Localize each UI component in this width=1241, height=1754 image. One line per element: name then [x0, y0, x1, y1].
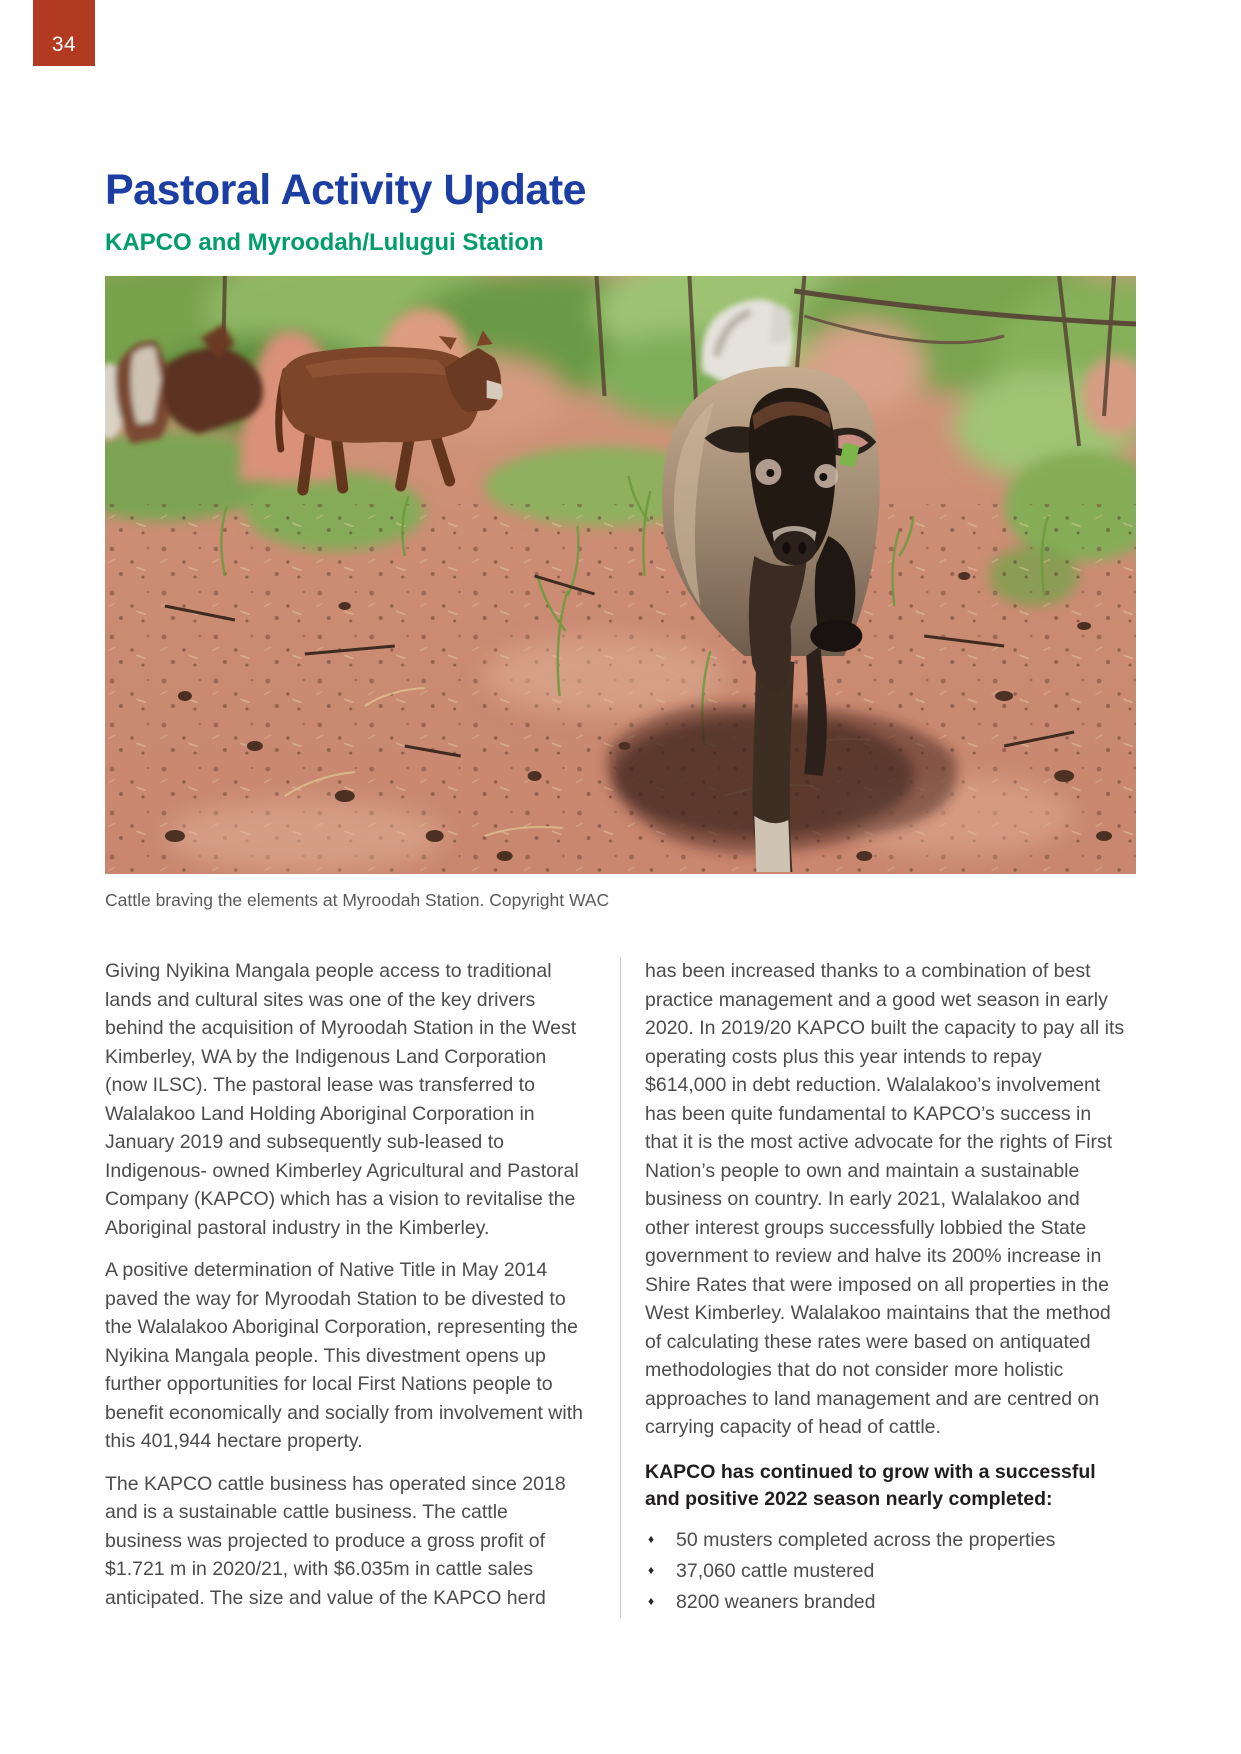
body-columns [105, 957, 1136, 1618]
photo-figure [105, 276, 1136, 911]
paragraph: The KAPCO cattle business has operated since 2018 and is a sustainable cattle business. The cattle business was projected to produce a gross profit of $1.721 m in 2020/21, with $6.035m in cattle sales anticipated. The size and value of the KAPCO herd [105, 1472, 566, 1609]
page-title: Pastoral Activity Update [105, 166, 587, 214]
column-divider [620, 957, 621, 1618]
list-item [645, 1525, 1126, 1556]
season-summary-heading: KAPCO has continued to grow with a successful and positive 2022 season nearly completed: [645, 1460, 1096, 1510]
list-item-text: 37,060 cattle mustered [676, 1559, 875, 1582]
season-results-list [645, 1525, 1126, 1618]
list-item-text: 50 musters completed across the properties [676, 1528, 1056, 1551]
cattle-photo-illustration [105, 276, 1136, 874]
page-subtitle: KAPCO and Myroodah/Lulugui Station [105, 229, 544, 256]
paragraph: A positive determination of Native Title in May 2014 paved the way for Myroodah Station to be divested to the Walalakoo Aboriginal Corporation, representing the Nyikina Mangala people. This divestment opens up further opportunities for local First Nations people to benefit economically and socially from involvement with this 401,944 hectare property. [105, 1259, 583, 1452]
bullet-icon: ♦ [648, 1593, 655, 1608]
paragraph: has been increased thanks to a combination of best practice management and a good wet season in early 2020. In 2019/20 KAPCO built the capacity to pay all its operating costs plus this year intends to repay $614,000 in debt reduction. Walalakoo’s involvement has been quite fundamental to KAPCO’s success in that it is the most active advocate for the rights of First Nation’s people to own and maintain a sustainable business on country. In early 2021, Walalakoo and other interest groups successfully lobbied the State government to review and halve its 200% increase in Shire Rates that were imposed on all properties in the West Kimberley. Walalakoo maintains that the method of calculating these rates were based on antiquated methodologies that do not consider more holistic approaches to land management and are centred on carrying capacity of head of cattle. [645, 960, 1125, 1438]
list-item [645, 1556, 1126, 1587]
paragraph: Giving Nyikina Mangala people access to traditional lands and cultural sites was one of the key drivers behind the acquisition of Myroodah Station in the West Kimberley, WA by the Indigenous Land Corporation (now ILSC). The pastoral lease was transferred to Walalakoo Land Holding Aboriginal Corporation in January 2019 and subsequently sub-leased to Indigenous- owned Kimberley Agricultural and Pastoral Company (KAPCO) which has a vision to revitalise the Aboriginal pastoral industry in the Kimberley. [105, 960, 579, 1239]
bullet-icon: ♦ [648, 1562, 655, 1577]
page-number: 34 [51, 33, 77, 56]
list-item [645, 1587, 1126, 1618]
left-column [105, 957, 586, 1618]
list-item-text: 8200 weaners branded [676, 1590, 876, 1613]
page-number-badge [33, 0, 95, 66]
right-column [645, 957, 1126, 1618]
bullet-icon: ♦ [648, 1531, 655, 1546]
photo-caption: Cattle braving the elements at Myroodah Station. Copyright WAC [105, 890, 610, 910]
